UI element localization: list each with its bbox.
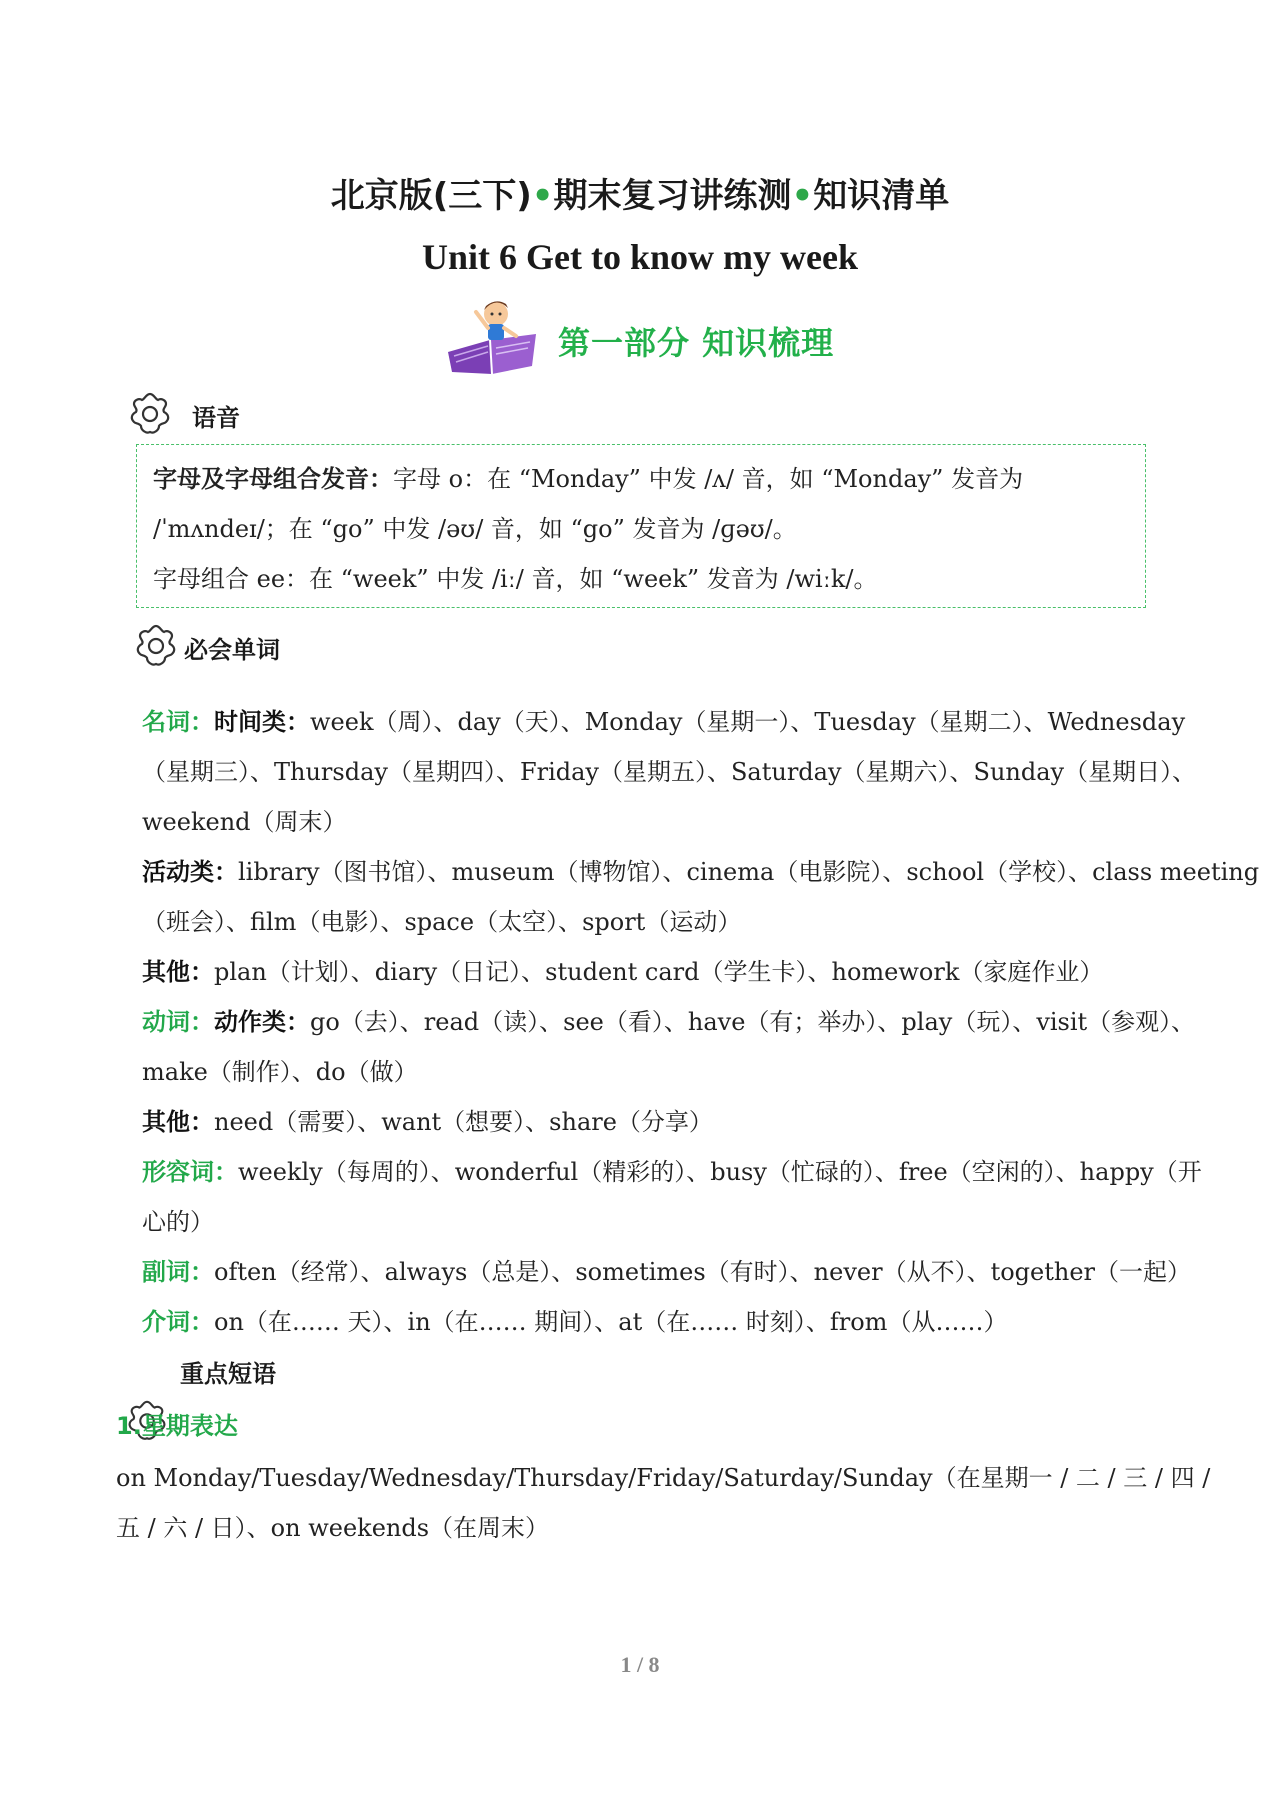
time-text-1: week（周）、day（天）、Monday（星期一）、Tuesday（星期二）、Wednesday (310, 708, 1186, 736)
phonetics-line-3: 字母组合 ee：在 “week” 中发 /iː/ 音，如 “week” 发音为 /wiːk/。 (153, 565, 878, 593)
verb-other-text: need（需要）、want（想要）、share（分享） (214, 1108, 713, 1136)
vocab-adj-line-2: 心的） (142, 1208, 214, 1236)
vocab-noun-other-line (142, 952, 1103, 987)
adj-label: 形容词： (142, 1158, 238, 1186)
page-title (0, 168, 1280, 217)
vocab-verb-line-2: make（制作）、do（做） (142, 1058, 418, 1086)
action-text-1: go（去）、read（读）、see（看）、have（有；举办）、play（玩）、visit（参观）、 (310, 1008, 1196, 1036)
action-label: 动作类： (214, 1008, 310, 1036)
title-part2: 期末复习讲练测 (553, 176, 792, 216)
phonetics-line-2: /ˈmʌndeɪ/；在 “go” 中发 /əʊ/ 音，如 “go” 发音为 /ɡəʊ/。 (153, 515, 797, 543)
verb-label: 动词： (142, 1008, 214, 1036)
title-part1: 北京版(三下) (330, 176, 532, 216)
noun-other-label: 其他： (142, 958, 214, 986)
noun-other-text: plan（计划）、diary（日记）、student card（学生卡）、homework（家庭作业） (214, 958, 1104, 986)
phrase-line-2: 五 / 六 / 日）、on weekends（在周末） (116, 1514, 550, 1542)
activity-label: 活动类： (142, 858, 238, 886)
phonetics-line-1 (153, 459, 1023, 494)
phonetics-box (136, 444, 1146, 608)
part-banner-label: 第一部分 知识梳理 (558, 324, 835, 362)
title-dot-2: • (791, 176, 814, 216)
adv-label: 副词： (142, 1258, 214, 1286)
verb-other-label: 其他： (142, 1108, 214, 1136)
adv-text: often（经常）、always（总是）、sometimes（有时）、never（从不）、together（一起） (214, 1258, 1192, 1286)
phonetics-line-1-text: 字母 o：在 “Monday” 中发 /ʌ/ 音，如 “Monday” 发音为 (393, 465, 1024, 493)
prep-label: 介词： (142, 1308, 214, 1336)
boy-reading-book-icon (440, 292, 550, 378)
adj-text-1: weekly（每周的）、wonderful（精彩的）、busy（忙碌的）、free（空闲的）、happy（开 (238, 1158, 1202, 1186)
prep-text: on（在…… 天）、in（在…… 期间）、at（在…… 时刻）、from（从……） (214, 1308, 1008, 1336)
section-phrases-label: 重点短语 (180, 1360, 276, 1388)
vocab-noun-time-line-3: weekend（周末） (142, 808, 347, 836)
vocab-adj-line-1 (142, 1152, 1202, 1187)
title-dot-1: • (531, 176, 554, 216)
time-label: 时间类： (214, 708, 310, 736)
title-part3: 知识清单 (813, 176, 950, 216)
phrase-subheading: 1.星期表达 (116, 1412, 238, 1440)
activity-text-1: library（图书馆）、museum（博物馆）、cinema（电影院）、school（学校）、class meeting (238, 858, 1260, 886)
section-vocab-heading (132, 622, 352, 670)
flower-gear-icon (132, 622, 180, 670)
phrase-line-1: on Monday/Tuesday/Wednesday/Thursday/Friday/Saturday/Sunday（在星期一 / 二 / 三 / 四 / (116, 1464, 1211, 1492)
part-banner (440, 292, 860, 378)
vocab-activity-line-2: （班会）、film（电影）、space（太空）、sport（运动） (142, 908, 742, 936)
section-phonetics-heading (126, 390, 326, 438)
unit-subtitle: Unit 6 Get to know my week (422, 237, 858, 277)
page-number: 1 / 8 (620, 1652, 660, 1677)
vocab-verb-other-line (142, 1102, 713, 1137)
phonetics-heading: 字母及字母组合发音： (153, 465, 393, 493)
vocab-adv-line (142, 1252, 1191, 1287)
vocab-noun-time-line-2: （星期三）、Thursday（星期四）、Friday（星期五）、Saturday（星期六）、Sunday（星期日）、 (142, 758, 1197, 786)
vocab-activity-line-1 (142, 852, 1259, 887)
section-phonetics-label: 语音 (192, 404, 240, 432)
noun-label: 名词： (142, 708, 214, 736)
vocab-noun-time-line-1 (142, 702, 1185, 737)
section-vocab-label: 必会单词 (184, 636, 280, 664)
flower-gear-icon (126, 390, 174, 438)
vocab-prep-line (142, 1302, 1007, 1337)
vocab-verb-line-1 (142, 1002, 1195, 1037)
